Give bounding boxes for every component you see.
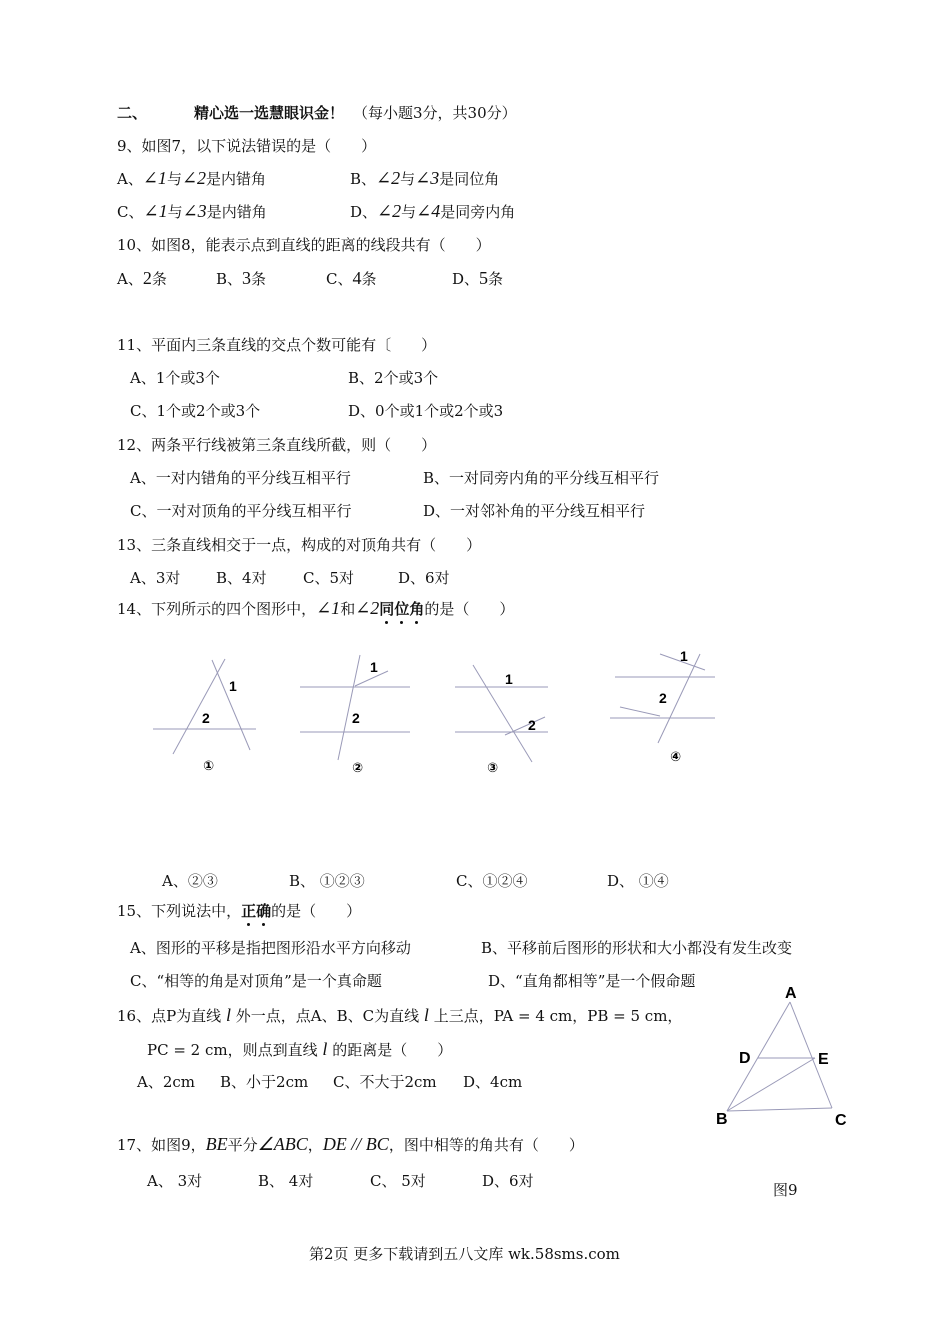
q14-option-b: B、 ①②③ [289, 872, 365, 890]
q9-option-a: A、∠1与∠2是内错角 [117, 168, 267, 188]
fig-number-4: ④ [670, 749, 682, 764]
fig9-label-b: B [716, 1111, 728, 1128]
section-title: 精心选一选慧眼识金！ [194, 104, 345, 122]
q10-option-a: A、2条 [117, 268, 167, 288]
fig2-label-2: 2 [352, 710, 360, 726]
q12-option-c: C、一对对顶角的平分线互相平行 [130, 502, 352, 520]
q12-option-a: A、一对内错角的平分线互相平行 [130, 469, 351, 487]
fig1-label-1: 1 [229, 678, 237, 694]
q13-option-d: D、6对 [398, 569, 450, 587]
q13-stem: 13、三条直线相交于一点，构成的对顶角共有（ ） [117, 536, 482, 554]
page-footer: 第2页 更多下载请到五八文库 wk.58sms.com [309, 1245, 620, 1263]
q14-stem: 14、下列所示的四个图形中，∠1和∠2同位角的是（ ） [117, 598, 515, 618]
q17-stem: 17、如图9，BE平分∠ABC，DE // BC，图中相等的角共有（ ） [117, 1134, 584, 1154]
q16-option-c: C、不大于2cm [333, 1073, 437, 1091]
q11-option-d: D、0个或1个或2个或3 [348, 402, 504, 420]
q15-option-c: C、“相等的角是对顶角”是一个真命题 [130, 972, 382, 990]
q9-option-b: B、∠2与∠3是同位角 [350, 168, 500, 188]
q17-option-c: C、 5对 [370, 1172, 426, 1190]
q16-option-a: A、2cm [137, 1073, 196, 1091]
q16-option-b: B、小于2cm [220, 1073, 309, 1091]
q16-stem-line2: PC = 2 cm，则点到直线 l 的距离是（ ） [147, 1039, 453, 1059]
fig9-label-e: E [818, 1051, 829, 1068]
fig9-label-d: D [739, 1050, 751, 1067]
figure-9 [705, 978, 865, 1128]
q11-option-a: A、1个或3个 [130, 369, 220, 387]
fig9-caption: 图9 [773, 1181, 798, 1199]
q15-option-d: D、“直角都相等”是一个假命题 [488, 972, 696, 990]
fig2-label-1: 1 [370, 659, 378, 675]
fig-number-1: ① [203, 758, 215, 773]
q15-option-b: B、平移前后图形的形状和大小都没有发生改变 [481, 939, 793, 957]
fig9-label-c: C [835, 1112, 847, 1128]
q15-stem: 15、下列说法中，正确的是（ ） [117, 902, 362, 920]
section-number: 二、 [117, 104, 148, 122]
q15-option-a: A、图形的平移是指把图形沿水平方向移动 [130, 939, 411, 957]
q16-stem-line1: 16、点P为直线 l 外一点，点A、B、C为直线 l 上三点，PA = 4 cm，PB = 5 cm， [117, 1005, 683, 1025]
q9-stem: 9、如图7，以下说法错误的是（ ） [117, 137, 377, 155]
fig3-label-1: 1 [505, 671, 513, 687]
fig-number-2: ② [352, 760, 364, 775]
q10-option-d: D、5条 [452, 268, 504, 288]
q17-option-b: B、 4对 [258, 1172, 314, 1190]
q9-option-d: D、∠2与∠4是同旁内角 [350, 201, 516, 221]
fig3-label-2: 2 [528, 717, 536, 733]
fig1-label-2: 2 [202, 710, 210, 726]
q11-option-c: C、1个或2个或3个 [130, 402, 261, 420]
section-note: （每小题3分，共30分） [353, 104, 517, 122]
q13-option-a: A、3对 [130, 569, 181, 587]
q12-option-d: D、一对邻补角的平分线互相平行 [423, 502, 646, 520]
q11-stem: 11、平面内三条直线的交点个数可能有〔 ） [117, 336, 437, 354]
q14-option-a: A、②③ [162, 872, 218, 890]
fig9-label-a: A [785, 985, 797, 1002]
q16-option-d: D、4cm [463, 1073, 523, 1091]
q11-option-b: B、2个或3个 [348, 369, 439, 387]
q14-figures [145, 650, 745, 780]
q14-option-d: D、 ①④ [607, 872, 669, 890]
q10-option-c: C、4条 [326, 268, 377, 288]
q14-option-c: C、①②④ [456, 872, 528, 890]
q13-option-b: B、4对 [216, 569, 267, 587]
q12-option-b: B、一对同旁内角的平分线互相平行 [423, 469, 660, 487]
q17-option-a: A、 3对 [147, 1172, 203, 1190]
q12-stem: 12、两条平行线被第三条直线所截，则（ ） [117, 436, 437, 454]
q17-option-d: D、6对 [482, 1172, 534, 1190]
q10-option-b: B、3条 [216, 268, 267, 288]
fig4-label-2: 2 [659, 690, 667, 706]
fig-number-3: ③ [487, 760, 499, 775]
q9-option-c: C、∠1与∠3是内错角 [117, 201, 267, 221]
q10-stem: 10、如图8，能表示点到直线的距离的线段共有（ ） [117, 236, 491, 254]
q13-option-c: C、5对 [303, 569, 355, 587]
fig4-label-1: 1 [680, 650, 688, 664]
